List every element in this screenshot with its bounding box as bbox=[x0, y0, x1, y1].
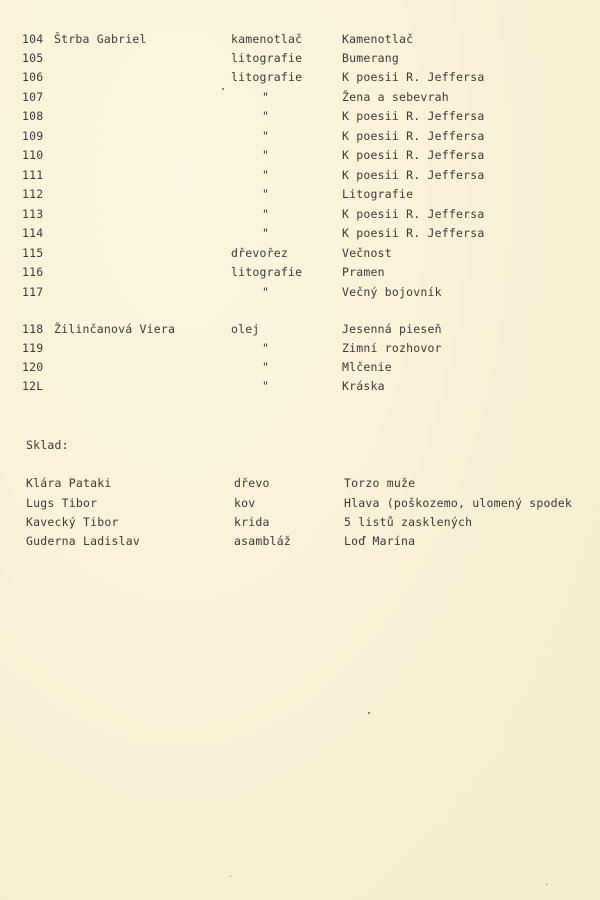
inventory-row bbox=[0, 146, 600, 164]
inventory-row bbox=[0, 244, 600, 262]
ditto-mark: " bbox=[262, 285, 270, 299]
technique: litografie bbox=[231, 51, 303, 65]
ditto-mark: " bbox=[262, 207, 270, 221]
inventory-row bbox=[0, 166, 600, 184]
artwork-title: K poesii R. Jeffersa bbox=[342, 207, 485, 221]
inventory-row bbox=[0, 377, 600, 395]
artwork-title: Torzo muže bbox=[344, 476, 416, 490]
paper-speck bbox=[222, 88, 224, 90]
artwork-title: Zimní rozhovor bbox=[342, 341, 442, 355]
item-number: 109 bbox=[22, 129, 44, 143]
ditto-mark: " bbox=[262, 90, 270, 104]
artwork-title: Mlčenie bbox=[342, 360, 392, 374]
artwork-title: Žena a sebevrah bbox=[342, 90, 449, 104]
artist-name: Klára Pataki bbox=[26, 476, 112, 490]
item-number: 116 bbox=[22, 265, 44, 279]
ditto-mark: " bbox=[262, 168, 270, 182]
inventory-row bbox=[0, 107, 600, 125]
inventory-row bbox=[0, 283, 600, 301]
inventory-row bbox=[0, 49, 600, 67]
paper-speck bbox=[368, 712, 370, 714]
inventory-row bbox=[0, 358, 600, 376]
storage-row bbox=[0, 513, 600, 531]
item-number: 111 bbox=[22, 168, 44, 182]
item-number: 112 bbox=[22, 187, 44, 201]
artwork-title: K poesii R. Jeffersa bbox=[342, 168, 485, 182]
artwork-title: K poesii R. Jeffersa bbox=[342, 129, 485, 143]
inventory-row bbox=[0, 127, 600, 145]
technique: dřevořez bbox=[231, 246, 288, 260]
artwork-title: Jesenná pieseň bbox=[342, 322, 442, 336]
inventory-row bbox=[0, 224, 600, 242]
item-number: 119 bbox=[22, 341, 44, 355]
artwork-title: 5 listů zasklených bbox=[344, 515, 473, 529]
item-number: 117 bbox=[22, 285, 44, 299]
artwork-title: Bumerang bbox=[342, 51, 399, 65]
item-number: 107 bbox=[22, 90, 44, 104]
material: asambláž bbox=[234, 534, 291, 548]
item-number: 113 bbox=[22, 207, 44, 221]
storage-heading: Sklad: bbox=[26, 438, 69, 452]
item-number: 12L bbox=[22, 379, 44, 393]
technique: kamenotlač bbox=[231, 32, 303, 46]
item-number: 115 bbox=[22, 246, 44, 260]
artist-name: Guderna Ladislav bbox=[26, 534, 140, 548]
inventory-row bbox=[0, 88, 600, 106]
inventory-row bbox=[0, 263, 600, 281]
artwork-title: Večný bojovník bbox=[342, 285, 442, 299]
artwork-title: K poesii R. Jeffersa bbox=[342, 226, 485, 240]
technique: litografie bbox=[231, 265, 303, 279]
artwork-title: Pramen bbox=[342, 265, 385, 279]
artwork-title: K poesii R. Jeffersa bbox=[342, 109, 485, 123]
item-number: 118 bbox=[22, 322, 44, 336]
item-number: 104 bbox=[22, 32, 44, 46]
item-number: 106 bbox=[22, 70, 44, 84]
artwork-title: Hlava (poškozemo, ulomený spodek bbox=[344, 496, 572, 510]
storage-row bbox=[0, 532, 600, 550]
inventory-row bbox=[0, 30, 600, 48]
material: krida bbox=[234, 515, 270, 529]
item-number: 110 bbox=[22, 148, 44, 162]
technique: olej bbox=[231, 322, 260, 336]
inventory-row bbox=[0, 68, 600, 86]
item-number: 105 bbox=[22, 51, 44, 65]
artist-name: Žilinčanová Viera bbox=[54, 322, 176, 336]
paper-speck bbox=[230, 876, 231, 877]
ditto-mark: " bbox=[262, 129, 270, 143]
paper-speck bbox=[546, 884, 547, 885]
ditto-mark: " bbox=[262, 360, 270, 374]
ditto-mark: " bbox=[262, 341, 270, 355]
inventory-row bbox=[0, 205, 600, 223]
ditto-mark: " bbox=[262, 109, 270, 123]
item-number: 120 bbox=[22, 360, 44, 374]
ditto-mark: " bbox=[262, 226, 270, 240]
ditto-mark: " bbox=[262, 187, 270, 201]
artist-name: Štrba Gabriel bbox=[54, 32, 147, 46]
inventory-row bbox=[0, 339, 600, 357]
material: dřevo bbox=[234, 476, 270, 490]
ditto-mark: " bbox=[262, 148, 270, 162]
storage-row bbox=[0, 494, 600, 512]
material: kov bbox=[234, 496, 256, 510]
artwork-title: Loď Marína bbox=[344, 534, 416, 548]
storage-row bbox=[0, 474, 600, 492]
ditto-mark: " bbox=[262, 379, 270, 393]
artwork-title: Večnost bbox=[342, 246, 392, 260]
artwork-title: K poesii R. Jeffersa bbox=[342, 70, 485, 84]
artwork-title: K poesii R. Jeffersa bbox=[342, 148, 485, 162]
item-number: 114 bbox=[22, 226, 44, 240]
artwork-title: Kráska bbox=[342, 379, 385, 393]
artwork-title: Kamenotlač bbox=[342, 32, 414, 46]
artist-name: Kavecký Tibor bbox=[26, 515, 119, 529]
technique: litografie bbox=[231, 70, 303, 84]
item-number: 108 bbox=[22, 109, 44, 123]
inventory-row bbox=[0, 320, 600, 338]
inventory-row bbox=[0, 185, 600, 203]
artist-name: Lugs Tibor bbox=[26, 496, 98, 510]
artwork-title: Litografie bbox=[342, 187, 414, 201]
